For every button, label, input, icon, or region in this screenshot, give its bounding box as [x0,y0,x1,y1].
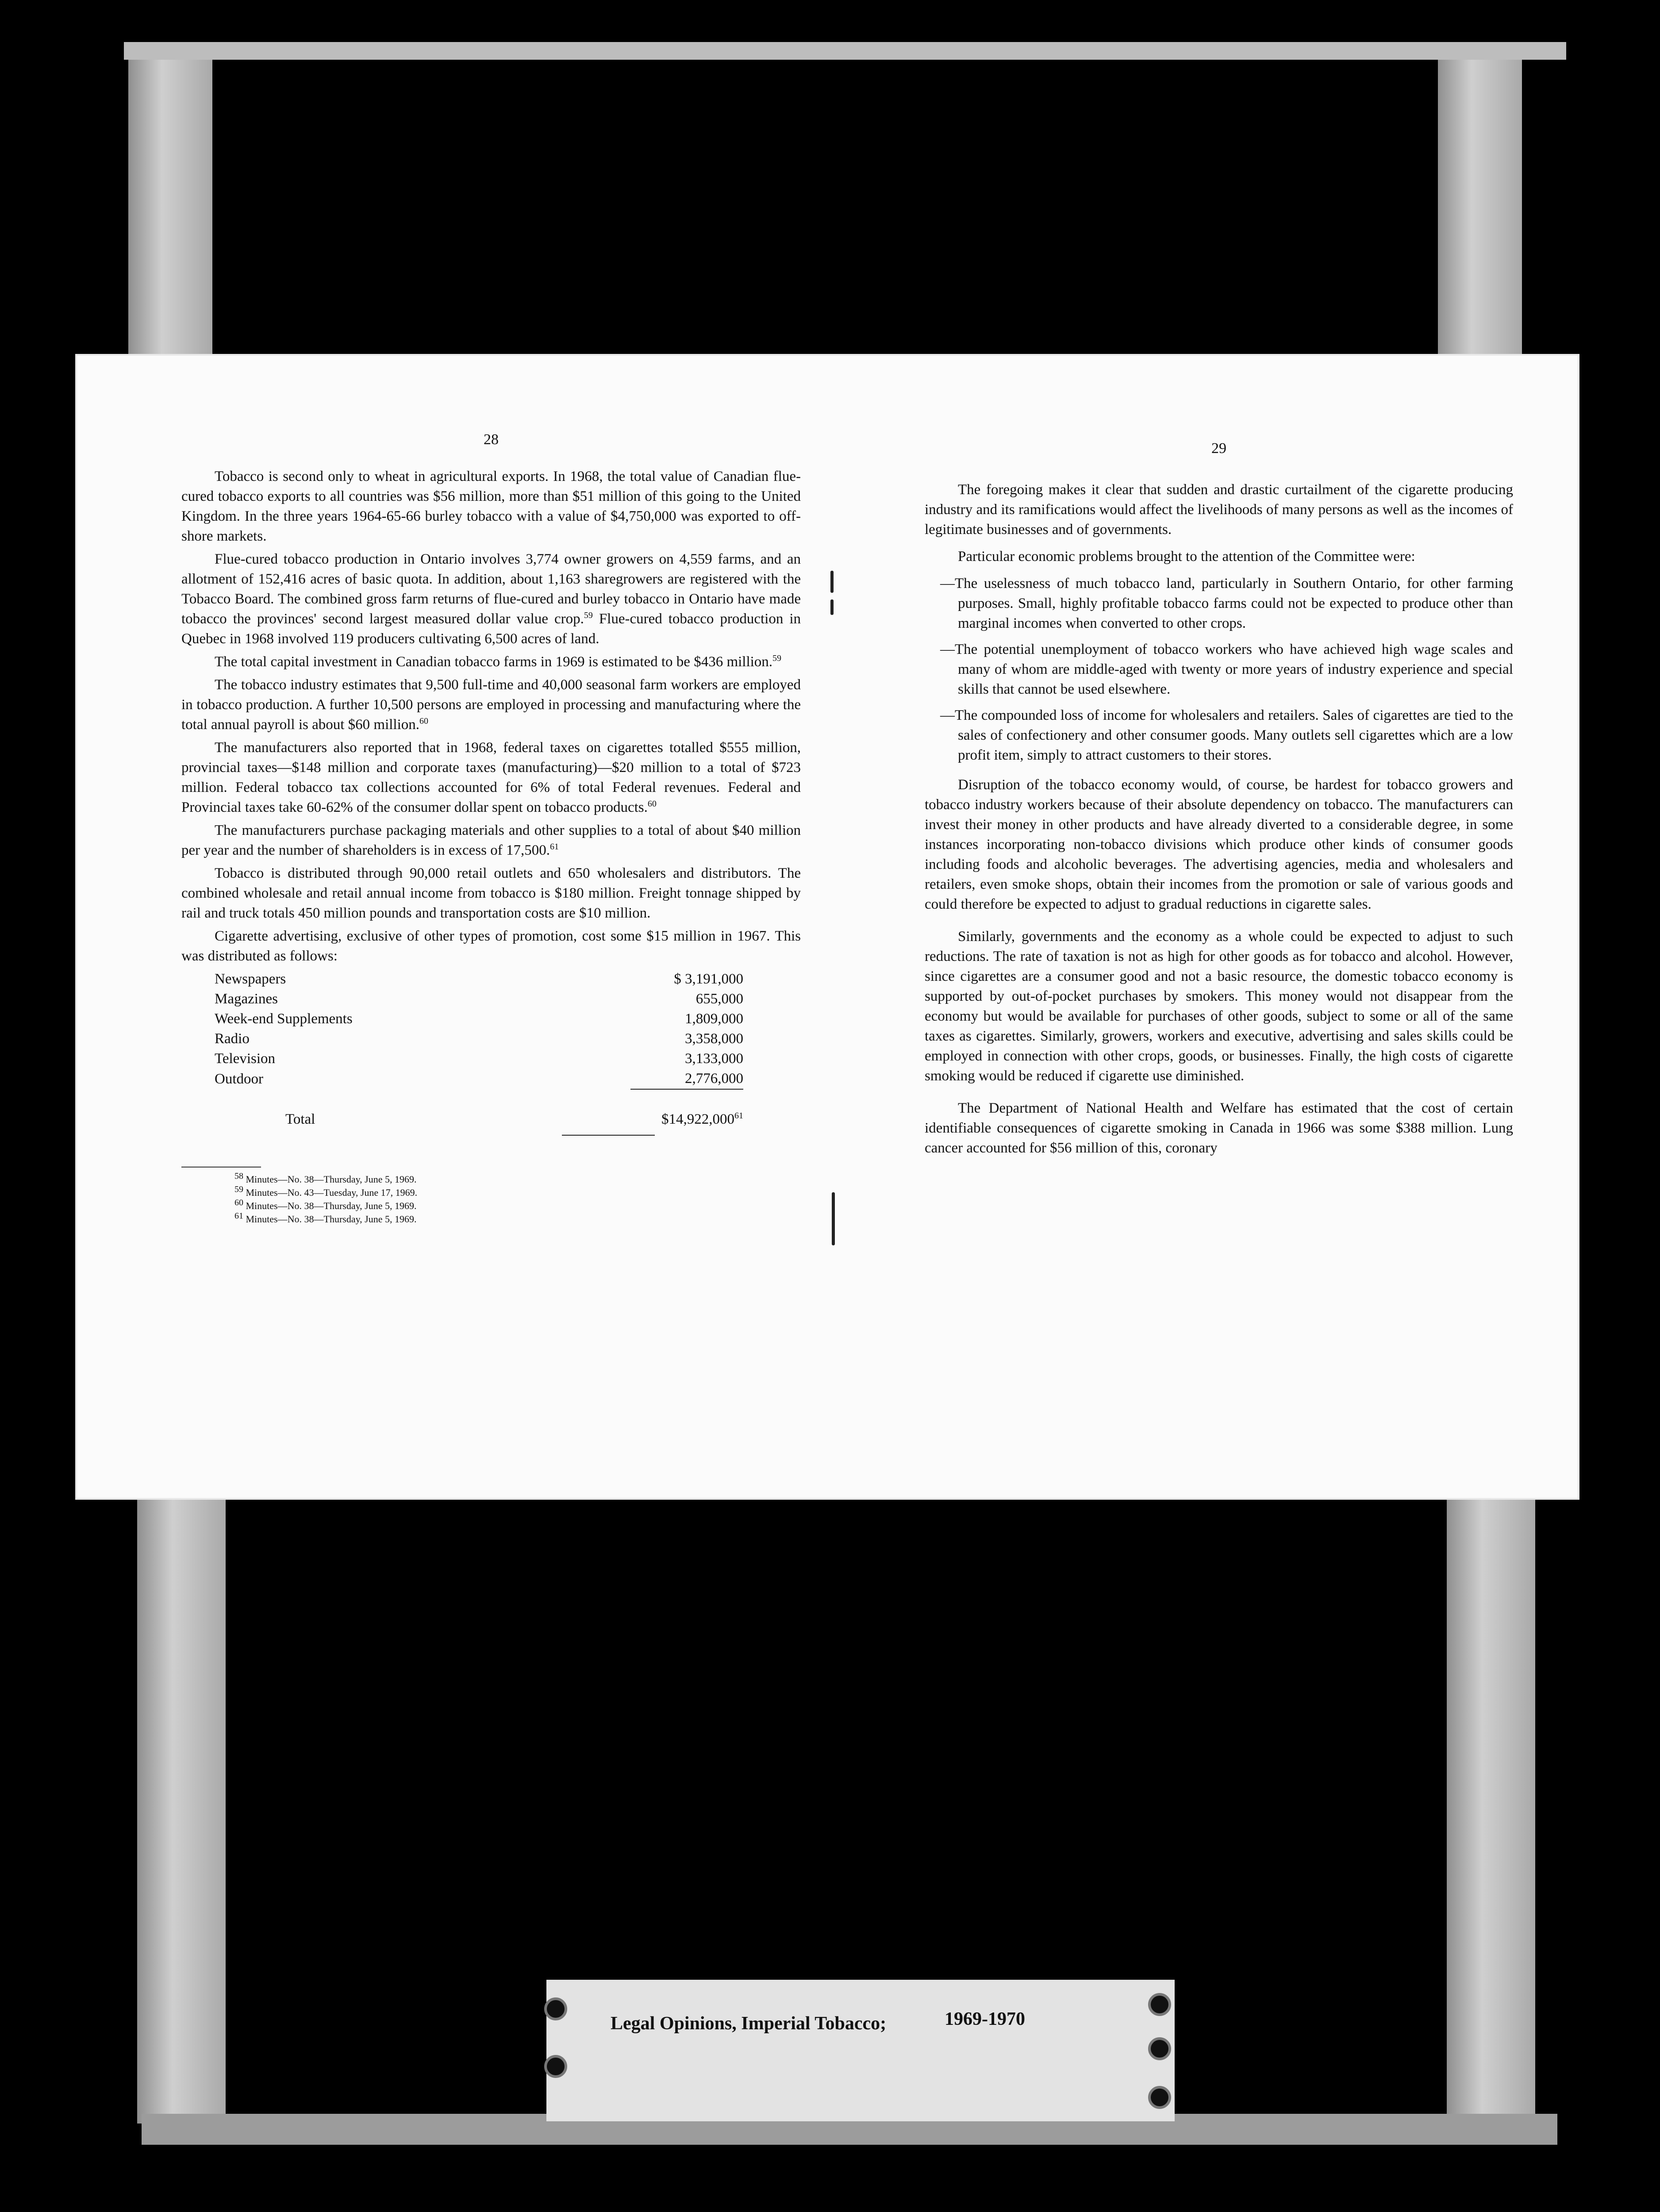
holder-right-upright [1438,49,1522,358]
label-title: Legal Opinions, Imperial Tobacco; [611,2013,887,2034]
footnote: $^{60}$ Minutes—No. 38—Thursday, June 5, 1969. [234,1198,417,1211]
holder-left-lower-upright [137,1495,226,2124]
problem-list [925,574,1513,765]
paragraph: Disruption of the tobacco economy would, of course, be hardest for tobacco growers and tobacco industry workers because of their absolute dependency on tobacco. The manufacturers can invest their money in other products and have already diverted to a considerable degree, in some instances incorporating non-tobacco divisions which produce other kinds of consumer goods including foods and alcoholic beverages. The advertising agencies, media and wholesalers and retailers, even smoke shops, obtain their incomes from the promotion or sale of various goods and could therefore be expected to adjust to gradual reductions in cigarette sales. [925,777,1513,912]
table-row: Outdoor 2,776,000 [215,1071,743,1087]
footnote-ref: 60 [647,799,657,809]
footnote-ref: 61 [550,842,559,852]
paragraph: Flue-cured tobacco production in Ontario involves 3,774 owner growers on 4,559 farms, and an allotment of 152,416 acres of basic quota. In addition, about 1,163 sharegrowers are registered with the Tobacco Board. The combined gross farm returns of flue-cured and burley tobacco in Ontario have made tobacco the provinces' second largest measured dollar value crop.$^{59}$ Flue-cured tobacco production in Quebec in 1968 involved 119 producers cultivating 6,500 acres of land. [181,551,801,647]
table-row: Radio 3,358,000 [215,1031,743,1047]
paragraph: The tobacco industry estimates that 9,500 full-time and 40,000 seasonal farm workers are employed in tobacco production. A further 10,500 persons are employed in processing and manufacturing where the total annual payroll is about $60 million.$^{60}$ [181,677,801,733]
list-item: —The uselessness of much tobacco land, particularly in Southern Ontario, for other farming purposes. Small, highly profitable tobacco farms could not be expected to produce other than marginal incomes when converted to other crops. [940,576,1513,631]
table-row: Week-end Supplements 1,809,000 [215,1011,743,1027]
paragraph: Cigarette advertising, exclusive of other types of promotion, cost some $15 million in 1967. This was distributed as follows: [181,928,801,964]
left-page-number: 28 [484,431,499,448]
label-rivet [544,2055,567,2078]
document-sheet [75,354,1579,1500]
footnote: $^{59}$ Minutes—No. 43—Tuesday, June 17, 1969. [234,1184,418,1198]
paragraph: Tobacco is distributed through 90,000 retail outlets and 650 wholesalers and distributors. The combined wholesale and retail annual income from tobacco is $180 million. Freight tonnage shipped by rail and truck totals 450 million pounds and transportation costs are $10 million. [181,865,801,921]
total-underline [562,1135,655,1136]
advertising-table [215,969,743,1129]
paragraph: The manufacturers also reported that in 1968, federal taxes on cigarettes totalled $555 million, provincial taxes—$148 million and corporate taxes (manufacturing)—$20 million to a total of $723 million. Federal tobacco tax collections accounted for 6% of total Federal revenues. Federal and Provincial taxes take 60-62% of the consumer dollar spent on tobacco products.$^{60}$ [181,740,801,815]
right-page-text [925,480,1513,1165]
footnote-ref: 59 [584,611,593,620]
left-page-text [181,467,801,1226]
holder-top-bar [124,42,1566,60]
label-rivet [544,1997,567,2020]
paragraph: The foregoing makes it clear that sudden and drastic curtailment of the cigarette producing industry and its ramifications would affect the livelihoods of many persons as well as the incomes of legitimate businesses and of governments. [925,482,1513,538]
footnote: $^{61}$ Minutes—No. 38—Thursday, June 5, 1969. [234,1211,417,1225]
footnote: $^{58}$ Minutes—No. 38—Thursday, June 5, 1969. [234,1171,417,1185]
table-row: Television 3,133,000 [215,1051,743,1067]
table-row: Magazines 655,000 [215,991,743,1007]
paragraph: The Department of National Health and Welfare has estimated that the cost of certain identifiable consequences of cigarette smoking in Canada in 1966 was some $388 million. Lung cancer accounted for $56 million of this, coronary [925,1100,1513,1156]
footnote-ref: 60 [419,716,429,726]
paragraph: The manufacturers purchase packaging materials and other supplies to a total of about $40 million per year and the number of shareholders is in excess of 17,500.61 [181,822,801,858]
label-years: 1969-1970 [945,2009,1025,2029]
table-total-row: Total $14,922,000$^{61}$ [215,1089,743,1129]
paragraph: The total capital investment in Canadian tobacco farms in 1969 is estimated to be $436 million.$^{59}$ [215,653,782,670]
holder-right-lower-upright [1447,1495,1535,2124]
footnotes [181,1167,801,1226]
gutter-mark [830,571,834,593]
label-rivet [1148,2086,1171,2109]
holder-left-upright [128,49,212,358]
footnote-ref: 61 [734,1111,743,1121]
table-row: Newspapers $ 3,191,000 [215,971,743,987]
footnote-ref: 59 [772,653,782,663]
list-item: —The potential unemployment of tobacco workers who have achieved high wage scales and many of whom are middle-aged with twenty or more years of industry experience and special skills that cannot be used elsewhere. [940,641,1513,697]
gutter-mark [830,599,834,615]
archive-label [546,1980,1175,2121]
paragraph: Similarly, governments and the economy as a whole could be expected to adjust to such reductions. The rate of taxation is not as high for other goods as for tobacco and alcohol. However, since cigarettes are a consumer good and not a basic resource, the domestic tobacco economy is supported by out-of-pocket purchases by smokers. This money would not disappear from the economy but would be available for purchases of other goods, subject to some or all of the same taxes as cigarettes. Similarly, growers, workers and executive, advertising and sales skills could be employed in connection with other crops, goods, or businesses. Finally, the high costs of cigarette smoking would be reduced if cigarette use diminished. [925,929,1513,1084]
right-page-number: 29 [1211,440,1226,457]
label-rivet [1148,2037,1171,2060]
label-rivet [1148,1993,1171,2016]
list-item: —The compounded loss of income for wholesalers and retailers. Sales of cigarettes are tied to the sales of confectionery and other consumer goods. Many outlets sell cigarettes which are a low profit item, simply to attract customers to their stores. [940,707,1513,763]
gutter-mark [832,1192,835,1245]
paragraph: Particular economic problems brought to the attention of the Committee were: [958,549,1415,565]
paragraph: Tobacco is second only to wheat in agricultural exports. In 1968, the total value of Canadian flue-cured tobacco exports to all countries was $56 million, more than $51 million of this going to the United Kingdom. In the three years 1964-65-66 burley tobacco with a value of $4,750,000 was exported to off-shore markets. [181,469,801,544]
